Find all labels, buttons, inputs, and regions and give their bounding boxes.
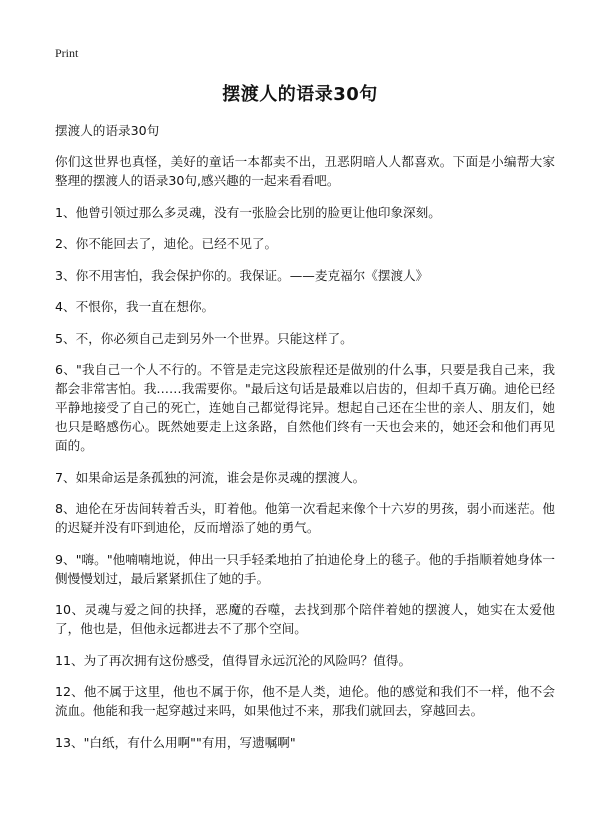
print-label[interactable]: Print	[55, 46, 79, 60]
quote-paragraph-3: 3、你不用害怕，我会保护你的。我保证。——麦克福尔《摆渡人》	[55, 267, 429, 283]
quote-paragraph-1: 1、他曾引领过那么多灵魂，没有一张脸会比别的脸更让他印象深刻。	[55, 204, 441, 220]
intro-paragraph: 你们这世界也真怪，美好的童话一本都卖不出，丑恶阴暗人人都喜欢。下面是小编帮大家整理的摆渡人的语录30句,感兴趣的一起来看看吧。	[55, 154, 555, 188]
quote-paragraph-8: 8、迪伦在牙齿间转着舌头，盯着他。他第一次看起来像个十六岁的男孩，弱小而迷茫。他的迟疑并没有吓到迪伦，反而增添了她的勇气。	[55, 501, 555, 535]
quote-paragraph-6: 6、"我自己一个人不行的。不管是走完这段旅程还是做别的什么事，只要是我自己来，我都会非常害怕。我……我需要你。"最后这句话是最难以启齿的，但却千真万确。迪伦已经平静地接受了自己的死亡，连她自己都觉得诧异。想起自己还在尘世的亲人、朋友们，她也只是略感伤心。既然她要走上这条路，自然他们终有一天也会来的，她还会和他们再见面的。	[55, 362, 555, 453]
page-title: 摆渡人的语录30句	[222, 84, 378, 105]
quote-paragraph-9: 9、"嗨。"他喃喃地说，伸出一只手轻柔地拍了拍迪伦身上的毯子。他的手指顺着她身体一侧慢慢划过，最后紧紧抓住了她的手。	[55, 551, 555, 586]
quote-paragraph-12: 12、他不属于这里，他也不属于你，他不是人类，迪伦。他的感觉和我们不一样，他不会流血。他能和我一起穿越过来吗，如果他过不来，那我们就回去，穿越回去。	[55, 684, 555, 718]
quote-paragraph-7: 7、如果命运是条孤独的河流，谁会是你灵魂的摆渡人。	[55, 469, 366, 485]
article-subtitle: 摆渡人的语录30句	[55, 123, 160, 138]
article-body	[55, 121, 555, 764]
quote-paragraph-10: 10、灵魂与爱之间的抉择，恶魔的吞噬，去找到那个陪伴着她的摆渡人，她实在太爱他了，他也是，但他永远都进去不了那个空间。	[55, 602, 555, 636]
quote-paragraph-5: 5、不，你必须自己走到另外一个世界。只能这样了。	[55, 330, 353, 346]
quote-paragraph-13: 13、"白纸，有什么用啊""有用，写遗嘱啊"	[55, 734, 296, 750]
quote-paragraph-2: 2、你不能回去了，迪伦。已经不见了。	[55, 236, 278, 251]
quote-paragraph-11: 11、为了再次拥有这份感受，值得冒永远沉沦的风险吗？值得。	[55, 652, 412, 668]
quote-paragraph-4: 4、不恨你，我一直在想你。	[55, 299, 215, 314]
